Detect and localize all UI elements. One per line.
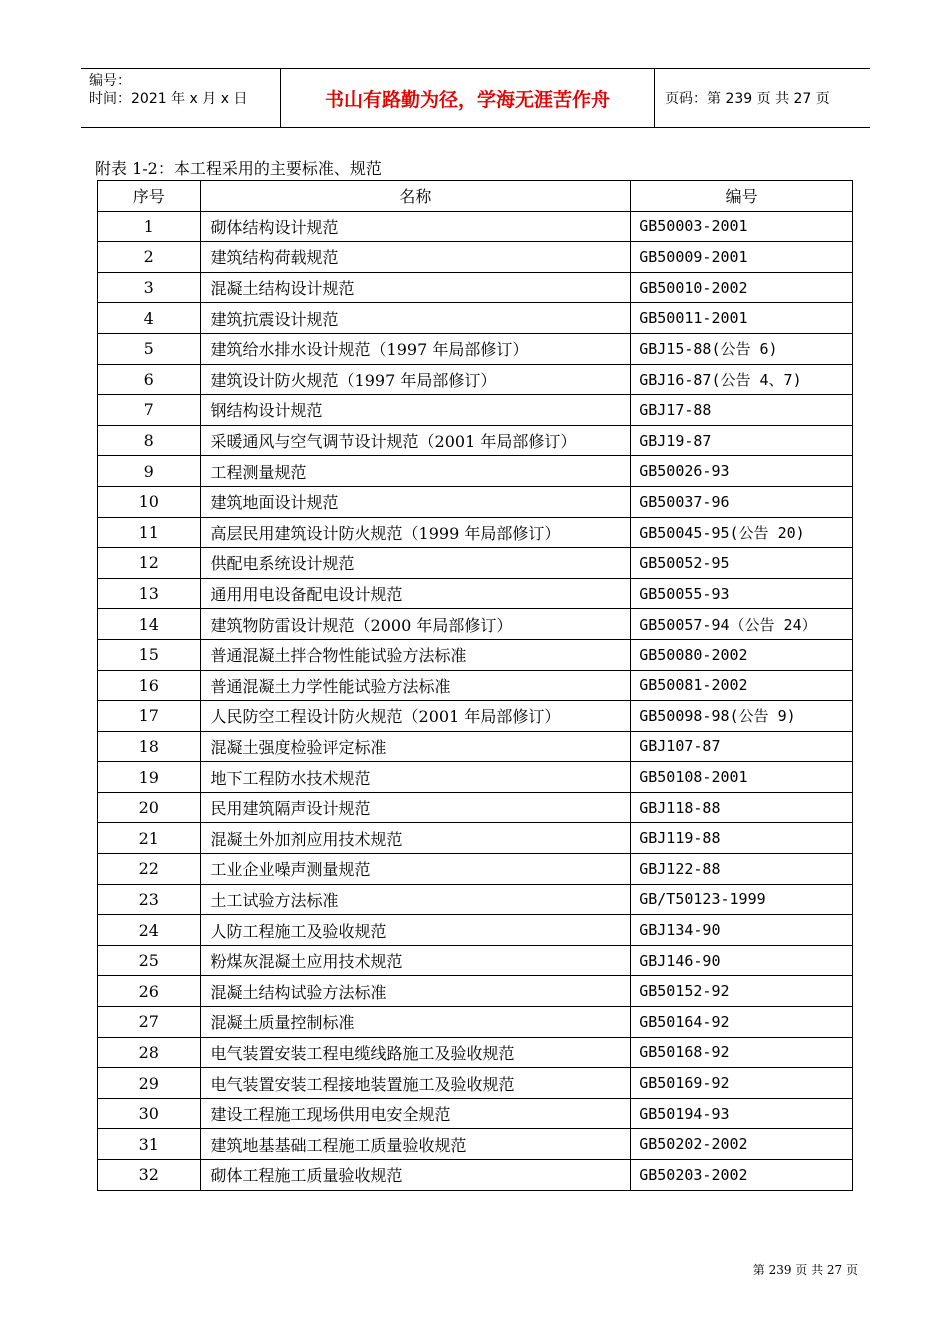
cell-index: 24: [98, 915, 201, 946]
cell-code: GBJ16-87(公告 4、7): [631, 364, 853, 395]
cell-index: 9: [98, 456, 201, 487]
cell-code: GB50052-95: [631, 548, 853, 579]
table-row: [98, 1098, 853, 1129]
cell-index: 7: [98, 395, 201, 426]
cell-index: 1: [98, 211, 201, 242]
table-row: [98, 701, 853, 732]
table-row: [98, 884, 853, 915]
table-body: [98, 211, 853, 1190]
cell-code: GBJ17-88: [631, 395, 853, 426]
cell-index: 30: [98, 1098, 201, 1129]
cell-code: GB50203-2002: [631, 1160, 853, 1191]
cell-name: 民用建筑隔声设计规范: [200, 792, 631, 823]
table-row: [98, 517, 853, 548]
cell-index: 23: [98, 884, 201, 915]
table-row: [98, 854, 853, 885]
cell-name: 普通混凝土拌合物性能试验方法标准: [200, 639, 631, 670]
cell-code: GB50152-92: [631, 976, 853, 1007]
cell-name: 混凝土结构试验方法标准: [200, 976, 631, 1007]
cell-code: GB50164-92: [631, 1007, 853, 1038]
cell-index: 31: [98, 1129, 201, 1160]
table-row: [98, 976, 853, 1007]
cell-code: GBJ118-88: [631, 792, 853, 823]
cell-index: 2: [98, 242, 201, 273]
cell-index: 28: [98, 1037, 201, 1068]
table-row: [98, 364, 853, 395]
table-row: [98, 242, 853, 273]
cell-index: 20: [98, 792, 201, 823]
table-row: [98, 578, 853, 609]
cell-code: GB50009-2001: [631, 242, 853, 273]
cell-name: 建筑地面设计规范: [200, 486, 631, 517]
table-row: [98, 1007, 853, 1038]
cell-name: 建筑地基基础工程施工质量验收规范: [200, 1129, 631, 1160]
table-row: [98, 333, 853, 364]
cell-name: 普通混凝土力学性能试验方法标准: [200, 670, 631, 701]
number-label: 编号：: [89, 73, 131, 89]
table-row: [98, 639, 853, 670]
cell-code: GBJ119-88: [631, 823, 853, 854]
cell-index: 16: [98, 670, 201, 701]
cell-name: 供配电系统设计规范: [200, 548, 631, 579]
table-row: [98, 548, 853, 579]
cell-code: GB50194-93: [631, 1098, 853, 1129]
cell-name: 建筑设计防火规范（1997 年局部修订）: [200, 364, 631, 395]
cell-index: 5: [98, 333, 201, 364]
cell-name: 土工试验方法标准: [200, 884, 631, 915]
table-row: [98, 670, 853, 701]
cell-code: GBJ15-88(公告 6): [631, 333, 853, 364]
cell-code: GB50202-2002: [631, 1129, 853, 1160]
cell-index: 22: [98, 854, 201, 885]
cell-code: GB50169-92: [631, 1068, 853, 1099]
cell-name: 建筑抗震设计规范: [200, 303, 631, 334]
header-meta: [81, 69, 281, 127]
cell-name: 人民防空工程设计防火规范（2001 年局部修订）: [200, 701, 631, 732]
cell-index: 26: [98, 976, 201, 1007]
cell-name: 电气装置安装工程接地装置施工及验收规范: [200, 1068, 631, 1099]
table-row: [98, 915, 853, 946]
cell-index: 27: [98, 1007, 201, 1038]
column-header-index: 序号: [98, 181, 201, 212]
cell-code: GB50011-2001: [631, 303, 853, 334]
cell-name: 通用用电设备配电设计规范: [200, 578, 631, 609]
cell-code: GBJ146-90: [631, 945, 853, 976]
table-row: [98, 731, 853, 762]
cell-index: 21: [98, 823, 201, 854]
table-header-row: [98, 181, 853, 212]
cell-code: GB50108-2001: [631, 762, 853, 793]
cell-index: 8: [98, 425, 201, 456]
cell-index: 13: [98, 578, 201, 609]
cell-name: 高层民用建筑设计防火规范（1999 年局部修订）: [200, 517, 631, 548]
cell-name: 混凝土强度检验评定标准: [200, 731, 631, 762]
cell-index: 3: [98, 272, 201, 303]
table-row: [98, 425, 853, 456]
cell-index: 4: [98, 303, 201, 334]
cell-index: 10: [98, 486, 201, 517]
cell-index: 32: [98, 1160, 201, 1191]
cell-name: 建筑给水排水设计规范（1997 年局部修订）: [200, 333, 631, 364]
cell-code: GB50037-96: [631, 486, 853, 517]
cell-code: GB50026-93: [631, 456, 853, 487]
table-row: [98, 211, 853, 242]
table-row: [98, 272, 853, 303]
cell-name: 砌体工程施工质量验收规范: [200, 1160, 631, 1191]
cell-index: 29: [98, 1068, 201, 1099]
column-header-name: 名称: [200, 181, 631, 212]
cell-name: 人防工程施工及验收规范: [200, 915, 631, 946]
cell-name: 电气装置安装工程电缆线路施工及验收规范: [200, 1037, 631, 1068]
page-footer: 第 239 页 共 27 页: [752, 1263, 858, 1277]
cell-index: 17: [98, 701, 201, 732]
cell-code: GBJ122-88: [631, 854, 853, 885]
page-header: [81, 68, 870, 128]
table-row: [98, 456, 853, 487]
cell-code: GB/T50123-1999: [631, 884, 853, 915]
table-row: [98, 792, 853, 823]
cell-code: GBJ134-90: [631, 915, 853, 946]
cell-name: 钢结构设计规范: [200, 395, 631, 426]
cell-index: 6: [98, 364, 201, 395]
table-row: [98, 1068, 853, 1099]
table-row: [98, 823, 853, 854]
cell-code: GBJ107-87: [631, 731, 853, 762]
cell-index: 11: [98, 517, 201, 548]
cell-code: GB50081-2002: [631, 670, 853, 701]
cell-name: 工业企业噪声测量规范: [200, 854, 631, 885]
cell-code: GB50057-94（公告 24）: [631, 609, 853, 640]
cell-index: 19: [98, 762, 201, 793]
table-row: [98, 609, 853, 640]
header-motto: 书山有路勤为径，学海无涯苦作舟: [281, 69, 655, 127]
table-row: [98, 303, 853, 334]
cell-name: 建筑结构荷载规范: [200, 242, 631, 273]
cell-code: GBJ19-87: [631, 425, 853, 456]
cell-name: 采暖通风与空气调节设计规范（2001 年局部修订）: [200, 425, 631, 456]
time-label: 时间：2021 年 x 月 x 日: [89, 91, 248, 107]
table-row: [98, 395, 853, 426]
cell-name: 混凝土外加剂应用技术规范: [200, 823, 631, 854]
table-row: [98, 945, 853, 976]
table-row: [98, 1037, 853, 1068]
table-row: [98, 1129, 853, 1160]
cell-name: 建筑物防雷设计规范（2000 年局部修订）: [200, 609, 631, 640]
cell-index: 14: [98, 609, 201, 640]
cell-code: GB50003-2001: [631, 211, 853, 242]
column-header-code: 编号: [631, 181, 853, 212]
cell-code: GB50168-92: [631, 1037, 853, 1068]
table-row: [98, 762, 853, 793]
cell-code: GB50055-93: [631, 578, 853, 609]
cell-index: 12: [98, 548, 201, 579]
standards-table: [97, 180, 853, 1191]
header-page-label: 页码：第 239 页 共 27 页: [665, 91, 830, 107]
cell-name: 地下工程防水技术规范: [200, 762, 631, 793]
table-row: [98, 486, 853, 517]
table-row: [98, 1160, 853, 1191]
cell-name: 建设工程施工现场供用电安全规范: [200, 1098, 631, 1129]
cell-name: 混凝土质量控制标准: [200, 1007, 631, 1038]
cell-code: GB50045-95(公告 20): [631, 517, 853, 548]
cell-name: 混凝土结构设计规范: [200, 272, 631, 303]
cell-name: 砌体结构设计规范: [200, 211, 631, 242]
cell-code: GB50080-2002: [631, 639, 853, 670]
cell-name: 工程测量规范: [200, 456, 631, 487]
cell-code: GB50098-98(公告 9): [631, 701, 853, 732]
cell-index: 25: [98, 945, 201, 976]
cell-index: 15: [98, 639, 201, 670]
table-caption: 附表 1-2：本工程采用的主要标准、规范: [95, 159, 382, 178]
cell-name: 粉煤灰混凝土应用技术规范: [200, 945, 631, 976]
cell-code: GB50010-2002: [631, 272, 853, 303]
cell-index: 18: [98, 731, 201, 762]
